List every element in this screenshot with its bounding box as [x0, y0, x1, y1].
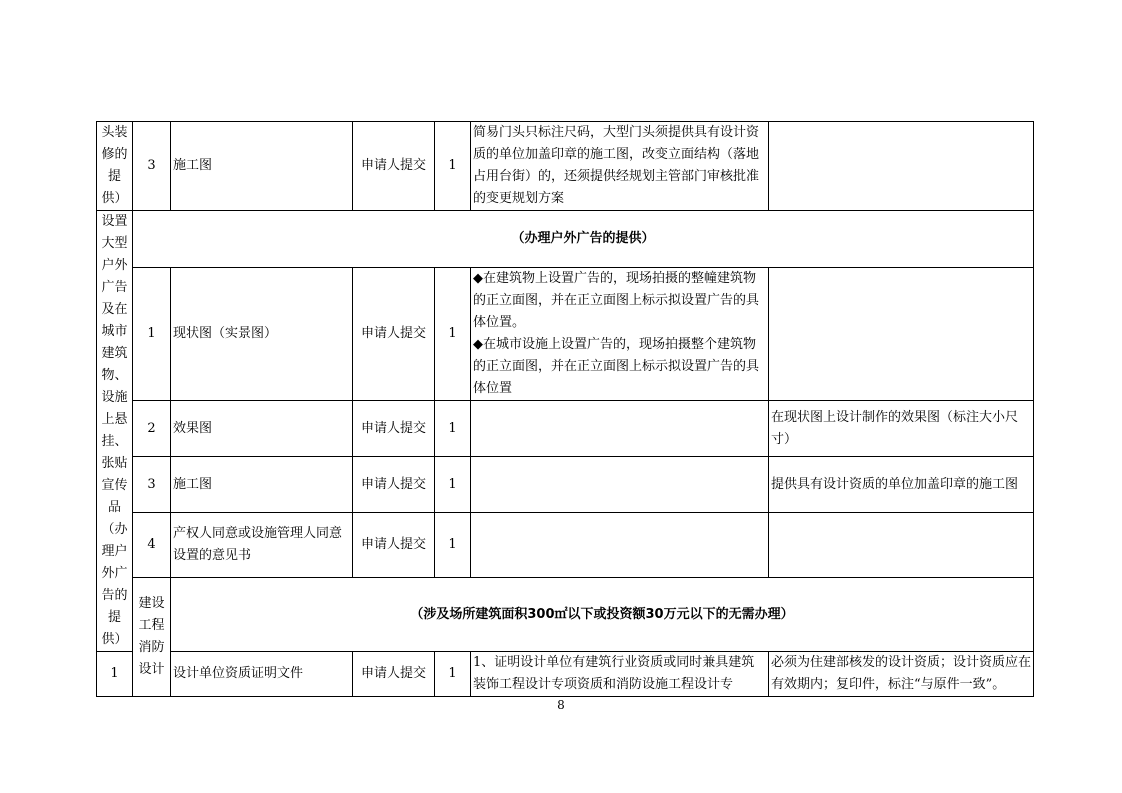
material-source: 申请人提交 [353, 652, 435, 697]
copy-count: 1 [435, 122, 471, 211]
material-source: 申请人提交 [353, 401, 435, 457]
material-name: 现状图（实景图） [171, 268, 353, 401]
table-row [97, 268, 1034, 401]
material-source: 申请人提交 [353, 513, 435, 578]
copy-count: 1 [435, 401, 471, 457]
material-requirement: 1、证明设计单位有建筑行业资质或同时兼具建筑装饰工程设计专项资质和消防设施工程设计专 [471, 652, 769, 697]
material-name: 效果图 [171, 401, 353, 457]
item-number: 4 [133, 513, 171, 578]
table-row [97, 122, 1034, 211]
material-note: 必须为住建部核发的设计资质；设计资质应在有效期内；复印件，标注“与原件一致”。 [769, 652, 1034, 697]
section-header-fire: （涉及场所建筑面积300㎡以下或投资额30万元以下的无需办理） [171, 578, 1034, 652]
page-number: 8 [557, 698, 565, 712]
table-row [97, 401, 1034, 457]
table-row [97, 513, 1034, 578]
material-requirement [471, 401, 769, 457]
item-number: 3 [133, 122, 171, 211]
material-source: 申请人提交 [353, 122, 435, 211]
material-note: 提供具有设计资质的单位加盖印章的施工图 [769, 457, 1034, 513]
item-number: 1 [133, 268, 171, 401]
copy-count: 1 [435, 457, 471, 513]
item-number: 1 [97, 652, 133, 697]
material-name: 设计单位资质证明文件 [171, 652, 353, 697]
material-source: 申请人提交 [353, 457, 435, 513]
category-cell-fire-design: 建设工程消防设计 [133, 578, 171, 697]
material-requirement: 简易门头只标注尺码，大型门头须提供具有设计资质的单位加盖印章的施工图，改变立面结构（落地占用台街）的，还须提供经规划主管部门审核批准的变更规划方案 [471, 122, 769, 211]
material-requirement [471, 268, 769, 401]
item-number: 2 [133, 401, 171, 457]
material-note [769, 122, 1034, 211]
material-note [769, 513, 1034, 578]
material-name: 施工图 [171, 122, 353, 211]
material-note [769, 268, 1034, 401]
category-cell-shop-sign: 头装修的提供） [97, 122, 133, 211]
copy-count: 1 [435, 268, 471, 401]
category-cell-outdoor-ad: 设置大型户外广告及在城市建筑物、设施上悬挂、张贴宣传品（办理户外广告的提供） [97, 211, 133, 652]
table-row [97, 457, 1034, 513]
requirement-bullet-facility: ◆在城市设施上设置广告的，现场拍摄整个建筑物的正立面图，并在正立面图上标示拟设置广告的具体位置 [473, 337, 760, 396]
item-number: 3 [133, 457, 171, 513]
copy-count: 1 [435, 513, 471, 578]
material-note: 在现状图上设计制作的效果图（标注大小尺寸） [769, 401, 1034, 457]
copy-count: 1 [435, 652, 471, 697]
materials-table [96, 121, 1034, 697]
material-requirement [471, 513, 769, 578]
requirement-bullet-building: ◆在建筑物上设置广告的，现场拍摄的整幢建筑物的正立面图，并在正立面图上标示拟设置广告的具体位置。 [473, 271, 760, 330]
table-row [97, 652, 1034, 697]
section-row [97, 578, 1034, 652]
section-row [97, 211, 1034, 268]
material-requirement [471, 457, 769, 513]
material-name: 产权人同意或设施管理人同意设置的意见书 [171, 513, 353, 578]
material-name: 施工图 [171, 457, 353, 513]
material-source: 申请人提交 [353, 268, 435, 401]
section-header-outdoor-ad: （办理户外广告的提供） [133, 211, 1034, 268]
